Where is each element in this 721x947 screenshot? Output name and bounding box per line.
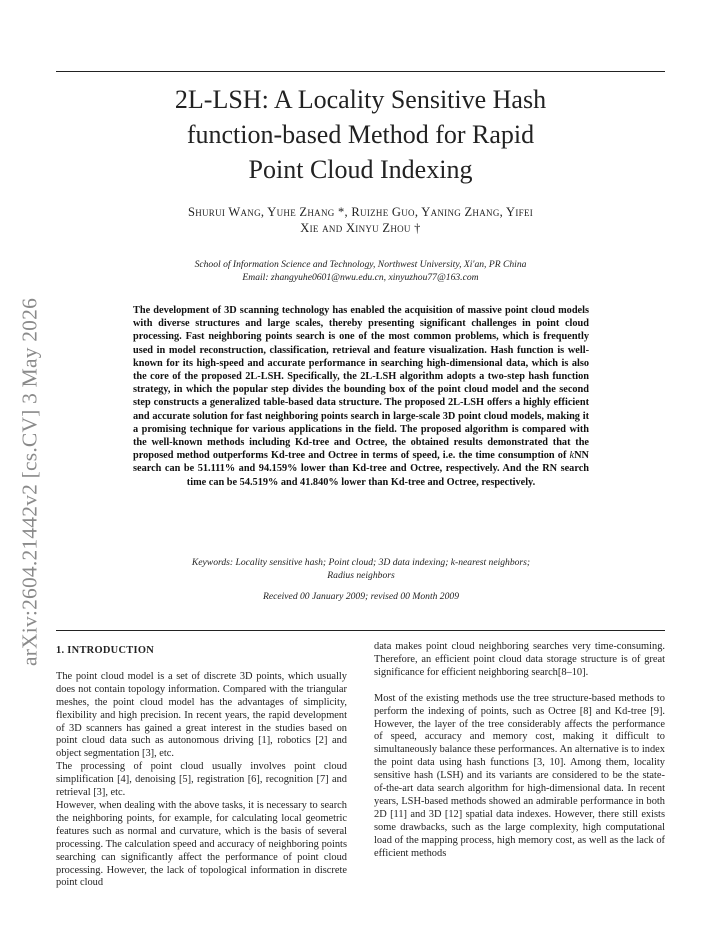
abstract-text-1: The development of 3D scanning technology has enabled the acquisition of massive point cloud models with diverse structures and large scales, thereby presenting significant challenges in point cloud processing. Fast neighboring points search is one of the most common problems, which is frequently used in model reconstruction, classification, retrieval and feature visualization. Hash function is well-known for its high-speed and accurate performance in searching high-dimensional data, which is also the core of the proposed 2L-LSH. Specifically, the 2L-LSH algorithm adopts a two-step hash function strategy, in which the popular step divides the bounding box of the point cloud model and the second step constructs a generalized table-based data structure. The proposed 2L-LSH offers a highly efficient and accurate solution for fast neighboring points search in large-scale 3D point cloud models, making it a promising technique for various applications in the field. The proposed algorithm is compared with the well-known methods including Kd-tree and Octree, the obtained results demonstrated that the proposed method outperforms Kd-tree and Octree in terms of speed, i.e. the time consumption of [133, 305, 589, 462]
abstract-rule [56, 630, 665, 631]
section-heading: 1. INTRODUCTION [56, 645, 155, 656]
paragraph: The processing of point cloud usually involves point cloud simplification [4], denoising [5], registration [6], recognition [7] and retrieval [3], etc. [56, 761, 347, 799]
received-dates: Received 00 January 2009; revised 00 Month 2009 [263, 591, 459, 602]
keywords [133, 557, 589, 582]
arxiv-identifier [10, 262, 50, 702]
author-list [56, 204, 665, 236]
authors-line-1: Shurui Wang, Yuhe Zhang *, Ruizhe Guo, Yaning Zhang, Yifei [187, 205, 534, 219]
paragraph: data makes point cloud neighboring searches very time-consuming. Therefore, an efficient point cloud data storage structure is of great significance for efficient neighboring search[8–10]. [374, 641, 665, 678]
left-column [56, 641, 347, 890]
abstract-text-2: NN search can be 51.111% and 94.159% lower than Kd-tree and Octree, respectively. And the RN search time can be 54.519% and 41.840% lower than Kd-tree and Octree, respectively. [133, 450, 589, 488]
title-line-3: Point Cloud Indexing [248, 155, 473, 184]
email-line: Email: zhangyuhe0601@nwu.edu.cn, xinyuzhou77@163.com [242, 272, 479, 283]
paragraph: The point cloud model is a set of discrete 3D points, which usually does not contain topology information. Compared with the triangular meshes, the point cloud model has the advantages of simplicity, flexibility and high precision. In recent years, the rapid development of 3D scanners has gained a great interest in the studies based on point cloud data such as autonomous driving [1], robotics [2] and object segmentation [3], etc. [56, 670, 347, 760]
header-rule [56, 71, 665, 72]
paragraph: However, when dealing with the above tasks, it is necessary to search the neighboring points, for example, for calculating local geometric features such as normal and curvature, which is the basis of several processing. The calculation speed and accuracy of neighboring points searching can significantly affect the performance of point cloud processing. However, the lack of topological information in discrete point cloud [56, 799, 347, 889]
arxiv-identifier-text: arXiv:2604.21442v2 [cs.CV] 3 May 2026 [17, 297, 42, 667]
authors-line-2: Xie and Xinyu Zhou † [300, 221, 421, 235]
affiliation [56, 258, 665, 284]
abstract-knn-k: k [569, 450, 575, 462]
right-column [374, 641, 665, 861]
abstract [133, 304, 589, 489]
title-line-2: function-based Method for Rapid [186, 120, 535, 149]
paragraph-gap [374, 680, 665, 693]
title-line-1: 2L-LSH: A Locality Sensitive Hash [174, 85, 547, 114]
paper-title [56, 82, 665, 187]
affiliation-line: School of Information Science and Technology, Northwest University, Xi'an, PR China [194, 259, 527, 270]
keywords-line-1: Keywords: Locality sensitive hash; Point cloud; 3D data indexing; k-nearest neighbors; [191, 557, 531, 568]
paragraph: Most of the existing methods use the tree structure-based methods to perform the indexing of points, such as Octree [8] and Kd-tree [9]. However, the layer of the tree considerably affects the performance of speed, accuracy and memory cost, making it difficult to simultaneously balance these performances. An alternative is to index the point data using hash functions [3, 10]. Among them, locality sensitive hash (LSH) and its variants are considered to be the state-of-the-art data search algorithm for high-dimensional data. In recent years, LSH-based methods showed an admirable performance in both 2D [11] and 3D [12] spatial data indexes. However, there still exists some drawbacks, such as the large complexity, high computational load of the mapping process, high memory cost, as well as the lack of efficient methods [374, 692, 665, 859]
keywords-line-2: Radius neighbors [327, 569, 395, 581]
